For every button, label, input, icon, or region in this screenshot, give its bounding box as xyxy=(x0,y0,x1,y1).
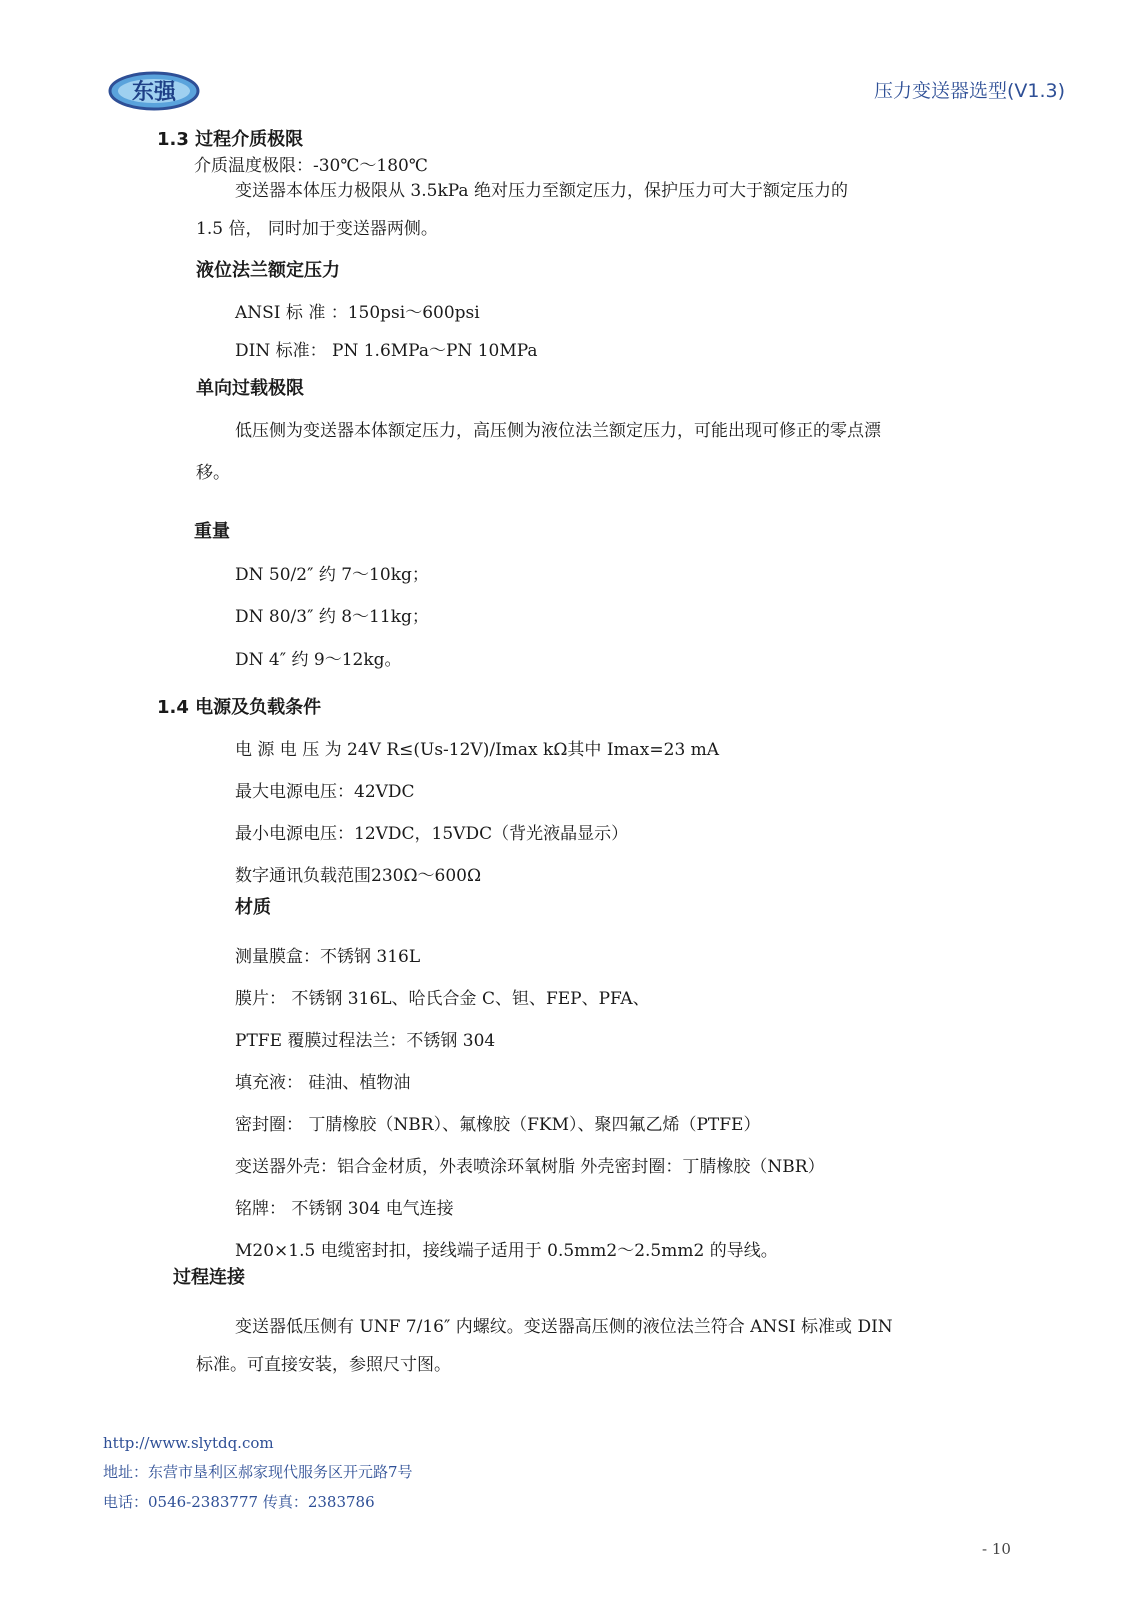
header-title: 压力变送器选型(V1.3) xyxy=(873,80,1065,102)
material-item: M20×1.5 电缆密封扣，接线端子适用于 0.5mm2～2.5mm2 的导线。 xyxy=(235,1241,778,1261)
process-connection-line-2: 标准。可直接安装，参照尺寸图。 xyxy=(196,1355,451,1375)
footer-address: 地址：东营市垦利区郝家现代服务区开元路7号 xyxy=(103,1463,413,1481)
power-item: 最小电源电压：12VDC，15VDC（背光液晶显示） xyxy=(235,824,629,844)
section-1-3-title: 1.3 过程介质极限 xyxy=(157,129,304,150)
power-item: 电 源 电 压 为 24V R≤(Us-12V)/Imax kΩ其中 Imax=23 mA xyxy=(235,740,720,760)
flange-pressure-title: 液位法兰额定压力 xyxy=(196,260,340,281)
overload-line-1: 低压侧为变送器本体额定压力，高压侧为液位法兰额定压力，可能出现可修正的零点漂 xyxy=(235,421,881,441)
material-item: 变送器外壳：铝合金材质，外表喷涂环氧树脂 外壳密封圈：丁腈橡胶（NBR） xyxy=(235,1157,825,1177)
weight-item: DN 50/2″ 约 7～10kg； xyxy=(235,565,429,585)
page-number: - 10 xyxy=(982,1540,1011,1558)
overload-title: 单向过载极限 xyxy=(196,378,304,399)
weight-title: 重量 xyxy=(194,521,230,542)
material-item: 填充液： 硅油、植物油 xyxy=(235,1073,411,1093)
power-item: 数字通讯负载范围230Ω～600Ω xyxy=(235,866,482,886)
process-connection-line-1: 变送器低压侧有 UNF 7/16″ 内螺纹。变送器高压侧的液位法兰符合 ANSI 标准或 DIN xyxy=(235,1317,893,1337)
process-connection-title: 过程连接 xyxy=(173,1267,245,1288)
flange-ansi: ANSI 标 准 ：150psi～600psi xyxy=(235,303,480,323)
material-item: 密封圈： 丁腈橡胶（NBR）、氟橡胶（FKM）、聚四氟乙烯（PTFE） xyxy=(235,1115,761,1135)
weight-item: DN 4″ 约 9～12kg。 xyxy=(235,650,402,670)
logo-text: 东强 xyxy=(131,80,177,105)
medium-temp-limit: 介质温度极限：-30℃～180℃ xyxy=(194,156,428,176)
weight-item: DN 80/3″ 约 8～11kg； xyxy=(235,607,429,627)
footer-phone: 电话：0546-2383777 传真：2383786 xyxy=(103,1493,375,1511)
material-item: PTFE 覆膜过程法兰：不锈钢 304 xyxy=(235,1031,496,1051)
overload-line-2: 移。 xyxy=(196,463,230,483)
pressure-limit-line-1: 变送器本体压力极限从 3.5kPa 绝对压力至额定压力，保护压力可大于额定压力的 xyxy=(235,181,848,201)
material-item: 膜片： 不锈钢 316L、哈氏合金 C、钽、FEP、PFA、 xyxy=(235,989,650,1009)
footer-url[interactable]: http://www.slytdq.com xyxy=(103,1434,274,1452)
pressure-limit-line-2: 1.5 倍， 同时加于变送器两侧。 xyxy=(196,219,438,239)
power-item: 最大电源电压：42VDC xyxy=(235,782,415,802)
section-1-4-title: 1.4 电源及负载条件 xyxy=(157,697,322,718)
flange-din: DIN 标准： PN 1.6MPa～PN 10MPa xyxy=(235,341,538,361)
material-item: 测量膜盒：不锈钢 316L xyxy=(235,947,421,967)
material-item: 铭牌： 不锈钢 304 电气连接 xyxy=(235,1199,454,1219)
company-logo xyxy=(108,70,200,112)
material-title: 材质 xyxy=(235,897,271,918)
